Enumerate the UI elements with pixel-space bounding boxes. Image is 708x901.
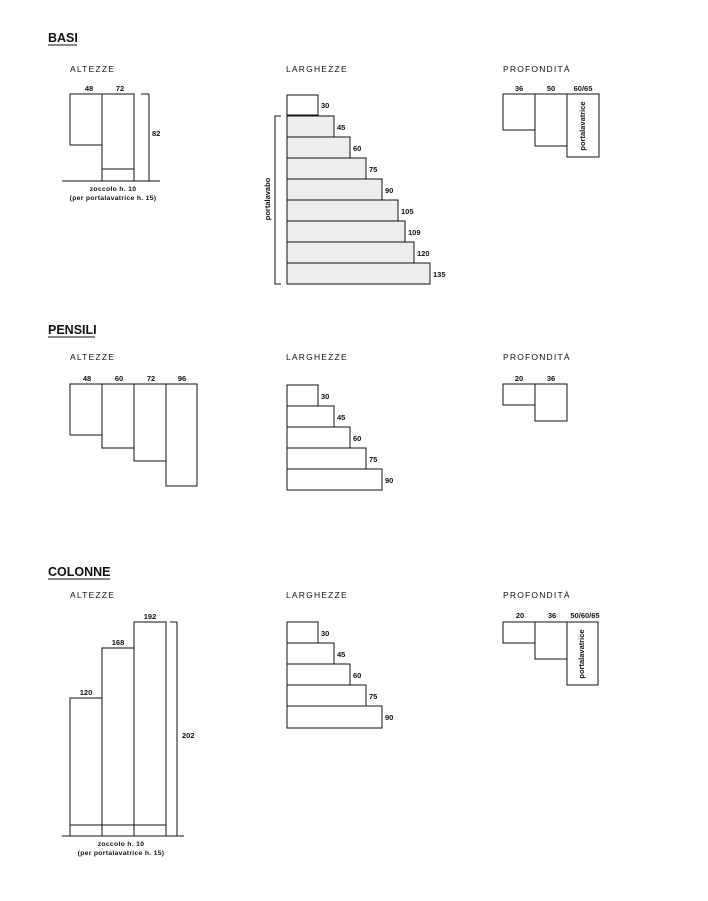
colonne-altezze-header: ALTEZZE <box>70 590 116 600</box>
pensili-h-box-72 <box>134 384 166 461</box>
basi-w-box-30 <box>287 95 318 115</box>
basi-w-label-45: 45 <box>337 123 346 132</box>
colonne-altezze-diagram <box>62 612 195 857</box>
colonne-profondita-header: PROFONDITÀ <box>503 590 571 600</box>
colonne-w-label-90: 90 <box>385 713 394 722</box>
pensili-w-label-90: 90 <box>385 476 394 485</box>
colonne-title: COLONNE <box>48 565 111 579</box>
basi-portalavabo-bracket <box>275 116 281 284</box>
basi-w-label-75: 75 <box>369 165 378 174</box>
colonne-h-label-120: 120 <box>79 688 93 697</box>
basi-w-box-120 <box>287 242 414 263</box>
pensili-d-box-36 <box>535 384 567 421</box>
basi-larghezze-header: LARGHEZZE <box>286 64 348 74</box>
basi-h-total: 82 <box>152 129 161 138</box>
pensili-w-box-75 <box>287 448 366 469</box>
basi-altezze-diagram <box>62 84 160 202</box>
basi-w-box-109 <box>287 221 405 242</box>
pensili-h-label-72: 72 <box>146 374 156 383</box>
colonne-d-label-36: 36 <box>547 611 557 620</box>
pensili-w-box-90 <box>287 469 382 490</box>
basi-w-label-120: 120 <box>417 249 430 258</box>
colonne-h-box-168 <box>102 648 134 825</box>
basi-h-label-48: 48 <box>84 84 94 93</box>
colonne-w-label-75: 75 <box>369 692 378 701</box>
pensili-larghezze-header: LARGHEZZE <box>286 352 348 362</box>
pensili-larghezze-diagram <box>287 385 393 490</box>
colonne-d-box-36 <box>535 622 567 659</box>
basi-w-label-109: 109 <box>408 228 421 237</box>
colonne-h-box-192 <box>134 622 166 825</box>
pensili-w-label-75: 75 <box>369 455 378 464</box>
pensili-w-label-60: 60 <box>353 434 362 443</box>
colonne-portalavatrice-label: portalavatrice <box>577 629 586 679</box>
basi-zoccolo-note2: (per portalavatrice h. 15) <box>69 195 157 202</box>
pensili-d-label-20: 20 <box>514 374 524 383</box>
basi-title: BASI <box>48 31 78 45</box>
pensili-h-box-48 <box>70 384 102 435</box>
basi-portalavatrice-label: portalavatrice <box>578 101 587 151</box>
basi-h-box-72 <box>102 94 134 169</box>
pensili-h-label-96: 96 <box>177 374 187 383</box>
basi-w-label-105: 105 <box>401 207 414 216</box>
basi-w-box-105 <box>287 200 398 221</box>
basi-w-label-90: 90 <box>385 186 394 195</box>
pensili-d-box-20 <box>503 384 535 405</box>
colonne-d-label-506065: 50/60/65 <box>570 611 600 620</box>
basi-d-box-50 <box>535 94 567 146</box>
pensili-w-box-30 <box>287 385 318 406</box>
basi-portalavabo-label: portalavabo <box>263 177 272 221</box>
colonne-w-box-30 <box>287 622 318 643</box>
basi-altezze-header: ALTEZZE <box>70 64 116 74</box>
basi-larghezze-diagram <box>263 95 446 284</box>
pensili-title: PENSILI <box>48 323 97 337</box>
colonne-h-total: 202 <box>182 731 195 740</box>
pensili-altezze-diagram <box>70 374 197 486</box>
pensili-w-box-60 <box>287 427 350 448</box>
basi-w-label-135: 135 <box>433 270 446 279</box>
pensili-w-label-45: 45 <box>337 413 346 422</box>
basi-zoccolo-note: zoccolo h. 10 <box>89 186 137 193</box>
colonne-h-label-192: 192 <box>143 612 157 621</box>
basi-w-label-60: 60 <box>353 144 362 153</box>
colonne-zoccolo-note: zoccolo h. 10 <box>97 841 145 848</box>
colonne-d-box-20 <box>503 622 535 643</box>
colonne-zoccolo-note2: (per portalavatrice h. 15) <box>77 850 165 857</box>
colonne-w-box-60 <box>287 664 350 685</box>
pensili-w-box-45 <box>287 406 334 427</box>
pensili-h-label-48: 48 <box>82 374 92 383</box>
pensili-h-box-60 <box>102 384 134 448</box>
pensili-h-label-60: 60 <box>114 374 124 383</box>
pensili-altezze-header: ALTEZZE <box>70 352 116 362</box>
colonne-h-label-168: 168 <box>111 638 125 647</box>
basi-w-box-60 <box>287 137 350 158</box>
pensili-d-label-36: 36 <box>546 374 556 383</box>
basi-w-box-75 <box>287 158 366 179</box>
colonne-larghezze-diagram <box>287 622 393 728</box>
basi-h-label-72: 72 <box>115 84 125 93</box>
basi-d-label-50: 50 <box>546 84 556 93</box>
basi-h-box-48 <box>70 94 102 145</box>
basi-w-box-135 <box>287 263 430 284</box>
basi-profondita-diagram <box>503 84 599 157</box>
colonne-profondita-diagram <box>503 611 600 685</box>
basi-profondita-header: PROFONDITÀ <box>503 64 571 74</box>
basi-w-box-45 <box>287 116 334 137</box>
pensili-h-box-96 <box>166 384 197 486</box>
basi-w-label-30: 30 <box>321 101 330 110</box>
basi-zoccolo <box>102 169 134 181</box>
colonne-d-label-20: 20 <box>515 611 525 620</box>
pensili-profondita-header: PROFONDITÀ <box>503 352 571 362</box>
pensili-w-label-30: 30 <box>321 392 330 401</box>
colonne-w-box-45 <box>287 643 334 664</box>
colonne-w-label-30: 30 <box>321 629 330 638</box>
basi-d-box-36 <box>503 94 535 130</box>
basi-w-box-90 <box>287 179 382 200</box>
basi-d-label-6065: 60/65 <box>573 84 593 93</box>
colonne-larghezze-header: LARGHEZZE <box>286 590 348 600</box>
colonne-w-box-75 <box>287 685 366 706</box>
colonne-h-box-120 <box>70 698 102 825</box>
colonne-w-label-60: 60 <box>353 671 362 680</box>
colonne-w-label-45: 45 <box>337 650 346 659</box>
colonne-w-box-90 <box>287 706 382 728</box>
basi-d-label-36: 36 <box>514 84 524 93</box>
pensili-profondita-diagram <box>503 374 567 421</box>
